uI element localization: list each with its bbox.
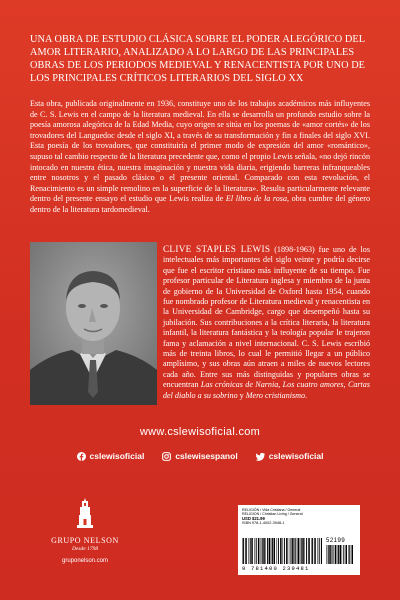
category-en: RELIGION / Christian Living / General xyxy=(242,512,303,517)
photo-spacer xyxy=(30,244,163,407)
bio-end: . xyxy=(305,390,308,400)
publisher-url[interactable]: gruponelson.com xyxy=(61,558,109,564)
facebook-icon xyxy=(77,452,86,461)
price: USD $21.99 xyxy=(242,515,265,521)
social-instagram[interactable] xyxy=(162,451,237,461)
publisher-since: Desde 1798 xyxy=(71,546,99,552)
category-es: RELIGIÓN / Vida Cristiana / General xyxy=(242,508,301,512)
social-links xyxy=(0,451,400,461)
instagram-icon xyxy=(162,452,171,461)
ean-barcode xyxy=(242,538,322,564)
description-end: , obra cumbre del género dentro de la literatura tardomedieval. xyxy=(30,194,370,214)
author-name: CLIVE STAPLES LEWIS xyxy=(163,244,271,254)
author-bio xyxy=(30,244,370,407)
headline: UNA OBRA DE ESTUDIO CLÁSICA SOBRE EL PODER ALEGÓRICO DEL AMOR LITERARIO, ANALIZADO A LO LARGO DE LAS PRINCIPALES OBRAS DE LOS PERIODOS MEDIEVAL Y RENACENTISTA POR UNO DE LOS PRINCIPALES CRÍTICOS LITERARIOS DEL SIGLO XX xyxy=(30,34,366,84)
price-code: 52199 xyxy=(326,538,346,544)
facebook-handle: cslewisoficial xyxy=(89,451,145,461)
bio-last-title: Mero cristianismo xyxy=(245,390,306,400)
description-text: Esta obra, publicada originalmente en 1936, constituye uno de los trabajos académicos más influyentes de C. S. Lewis en el campo de la literatura medieval. En ella se desarrolla un profundo estudio sobre la poesía amorosa alegórica de la Edad Media, cuyo origen se sitúa en los poemas de «amor cortés» de los trovadores del Languedoc desde el siglo XI, a través de su transformación y fin a finales del siglo XVI. Esta poesía de los trovadores, que constituiría el primer modo de expresión del amor «romántico», supuso tal cambio respecto de la literatura precedente que, como el propio Lewis señala, «no dejó rincón intocado en nuestra ética, nuestra imaginación y nuestra vida diaria, erigiendo barreras infranqueables entre nosotros y el pasado clásico o el presente oriental. Comparado con esta revolución, el Renacimiento es un simple remolino en la superficie de la literatura». Resulta particularmente relevante dentro del presente ensayo el estudio que Lewis realiza de xyxy=(30,99,370,204)
twitter-icon xyxy=(256,452,265,461)
publisher-block xyxy=(42,497,128,564)
isbn: ISBN 978-1-4002-3948-1 xyxy=(242,521,285,526)
book-title: El libro de la rosa xyxy=(225,194,287,204)
twitter-handle: cslewisoficial xyxy=(268,451,324,461)
bio-titles: Las crónicas de Narnia, Los cuatro amores, Cartas del diablo a su sobrino xyxy=(163,380,370,400)
social-facebook[interactable] xyxy=(77,451,145,461)
barcode-label xyxy=(238,505,360,575)
barcode-digits: 9 781400 239481 xyxy=(242,565,310,572)
instagram-handle: cslewisespanol xyxy=(175,451,238,461)
bio-text: (1898-1963) fue uno de los intelectuales más importantes del siglo veinte y podría decirse que fue el escritor cristiano más influyente de su tiempo. Fue profesor particular de Literatura inglesa y miembro de la junta de gobierno de la Universidad de Oxford hasta 1954, cuando fue nombrado profesor de Literatura medieval y renacentista en la Universidad de Cambridge, cargo que desempeñó hasta su jubilación. Sus contribuciones a la crítica literaria, la literatura infantil, la literatura fantástica y la teología popular le trajeron fama y aclamación a nivel internacional. C. S. Lewis escribió más de treinta libros, lo cual le permitió llegar a un público amplísimo, y sus obras aún atraen a miles de nuevos lectores cada año. Entre sus más distinguidas y populares obras se encuentran xyxy=(163,245,370,390)
price-barcode xyxy=(326,545,354,564)
description-paragraph xyxy=(30,99,370,216)
social-twitter[interactable] xyxy=(256,451,324,461)
bio-between: y xyxy=(237,390,246,400)
publisher-logo xyxy=(74,497,96,529)
publisher-name: GRUPO NELSON xyxy=(51,536,119,545)
website-link[interactable]: www.cslewisoficial.com xyxy=(139,426,261,438)
